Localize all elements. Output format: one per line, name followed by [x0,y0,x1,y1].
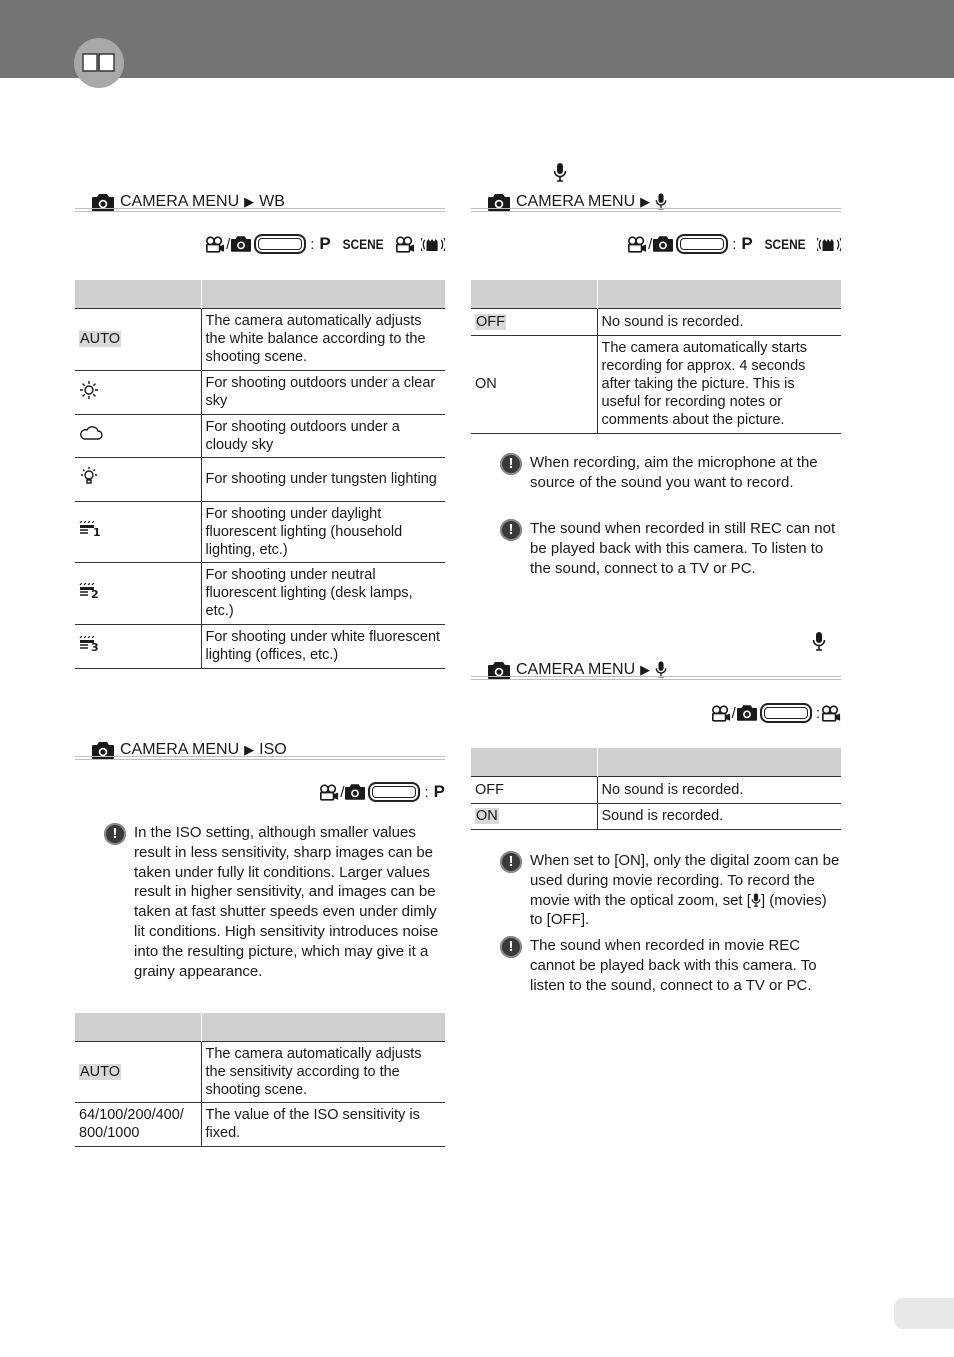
mode-dial-icon [760,703,812,723]
svg-text:1: 1 [93,526,101,537]
wb-available-modes: / : P SCENE [200,233,445,255]
table-row: For shooting outdoors under a cloudy sky [75,414,445,457]
microphone-icon [553,163,567,183]
movie-sound-menu-path: CAMERA MENU ▶ [488,658,667,682]
camera-icon [345,784,365,800]
table-row: AUTO The camera automatically adjusts the sensitivity according to the shooting scene. [75,1041,445,1102]
section-rule [75,756,445,760]
camera-icon [653,236,673,252]
iso-menu-path: CAMERA MENU ▶ ISO [92,738,287,762]
table-row: OFF No sound is recorded. [471,308,841,335]
movie-sound-note-2: ! The sound when recorded in movie REC cannot be played back with this camera. To listen to the sound, connect to a TV or PC. [500,936,836,995]
section-rule [75,208,445,212]
header-bar [0,0,954,78]
table-row: ON Sound is recorded. [471,803,841,829]
caution-icon: ! [500,851,522,873]
cloud-icon [79,425,103,441]
movie-icon [205,236,225,253]
caution-icon: ! [104,823,126,845]
wb-options-table [75,280,445,669]
caution-icon: ! [500,936,522,958]
arrow-right-icon: ▶ [640,662,651,677]
table-row: 3 For shooting under white fluorescent lighting (offices, etc.) [75,624,445,668]
arrow-right-icon: ▶ [244,742,255,757]
sun-icon [79,380,99,400]
table-row: AUTO The camera automatically adjusts the white balance according to the shooting scene. [75,308,445,370]
mode-dial-icon [254,234,306,254]
iso-options-table [75,1013,445,1147]
movie-icon [821,705,841,722]
table-row: 2 For shooting under neutral fluorescent lighting (desk lamps, etc.) [75,562,445,624]
still-sound-note-1: ! When recording, aim the microphone at the source of the sound you want to record. [500,453,836,493]
movie-icon [395,236,415,253]
table-row: 1 For shooting under daylight fluorescent lighting (household lighting, etc.) [75,501,445,562]
still-sound-available-modes: / : P SCENE [620,233,841,255]
tungsten-bulb-icon [79,467,99,487]
movie-icon [319,784,339,801]
iso-available-modes: / : P [300,781,445,803]
arrow-right-icon: ▶ [640,194,651,209]
table-header-cell [471,280,597,308]
microphone-icon [812,632,826,652]
caution-icon: ! [500,453,522,475]
movie-sound-available-modes: / : [700,702,841,724]
camera-icon [737,705,757,721]
table-header-cell [201,280,445,308]
page-number-tab [894,1298,954,1329]
table-header-cell [597,748,841,776]
svg-text:2: 2 [91,587,99,599]
still-sound-menu-path: CAMERA MENU ▶ [488,190,667,214]
section-rule [471,208,841,212]
mode-dial-icon [676,234,728,254]
fluorescent-3-icon [79,636,101,652]
movie-sound-options-table [471,748,841,830]
movie-icon [711,705,731,722]
wb-menu-path: CAMERA MENU ▶ WB [92,190,285,214]
iso-note: ! In the ISO setting, although smaller values result in less sensitivity, sharp images can be taken under fully lit conditions. Larger values result in higher sensitivity, and images can be taken at fast shutter speeds even under dimly lit conditions. High sensitivity introduces noise into the resulting picture, which may give it a grainy appearance. [104,823,442,981]
table-row: For shooting outdoors under a clear sky [75,370,445,414]
table-header-cell [201,1013,445,1041]
table-header-cell [471,748,597,776]
caution-icon: ! [500,519,522,541]
svg-text:3: 3 [91,640,99,652]
camera-icon [231,236,251,252]
fluorescent-2-icon [79,583,101,599]
section-rule [471,676,841,680]
movie-icon [627,236,647,253]
table-header-cell [75,280,201,308]
table-header-cell [75,1013,201,1041]
table-row: 64/100/200/400/ 800/1000 The value of the ISO sensitivity is fixed. [75,1102,445,1146]
microphone-icon [751,893,761,908]
shake-reduction-icon [817,236,841,253]
shake-reduction-icon [421,236,445,253]
table-row: For shooting under tungsten lighting [75,457,445,501]
table-header-cell [597,280,841,308]
arrow-right-icon: ▶ [244,194,255,209]
movie-sound-note-1: ! When set to [ON], only the digital zoom can be used during movie recording. To record the movie with the optical zoom, set [ ] (movies) to [OFF]. [500,851,840,930]
still-sound-options-table [471,280,841,434]
book-icon [74,38,124,88]
table-row: ON The camera automatically starts recording for approx. 4 seconds after taking the picture. This is useful for recording notes or comments about the picture. [471,335,841,433]
table-row: OFF No sound is recorded. [471,776,841,803]
still-sound-note-2: ! The sound when recorded in still REC can not be played back with this camera. To listen to the sound, connect to a TV or PC. [500,519,836,578]
fluorescent-1-icon [79,521,101,537]
mode-dial-icon [368,782,420,802]
